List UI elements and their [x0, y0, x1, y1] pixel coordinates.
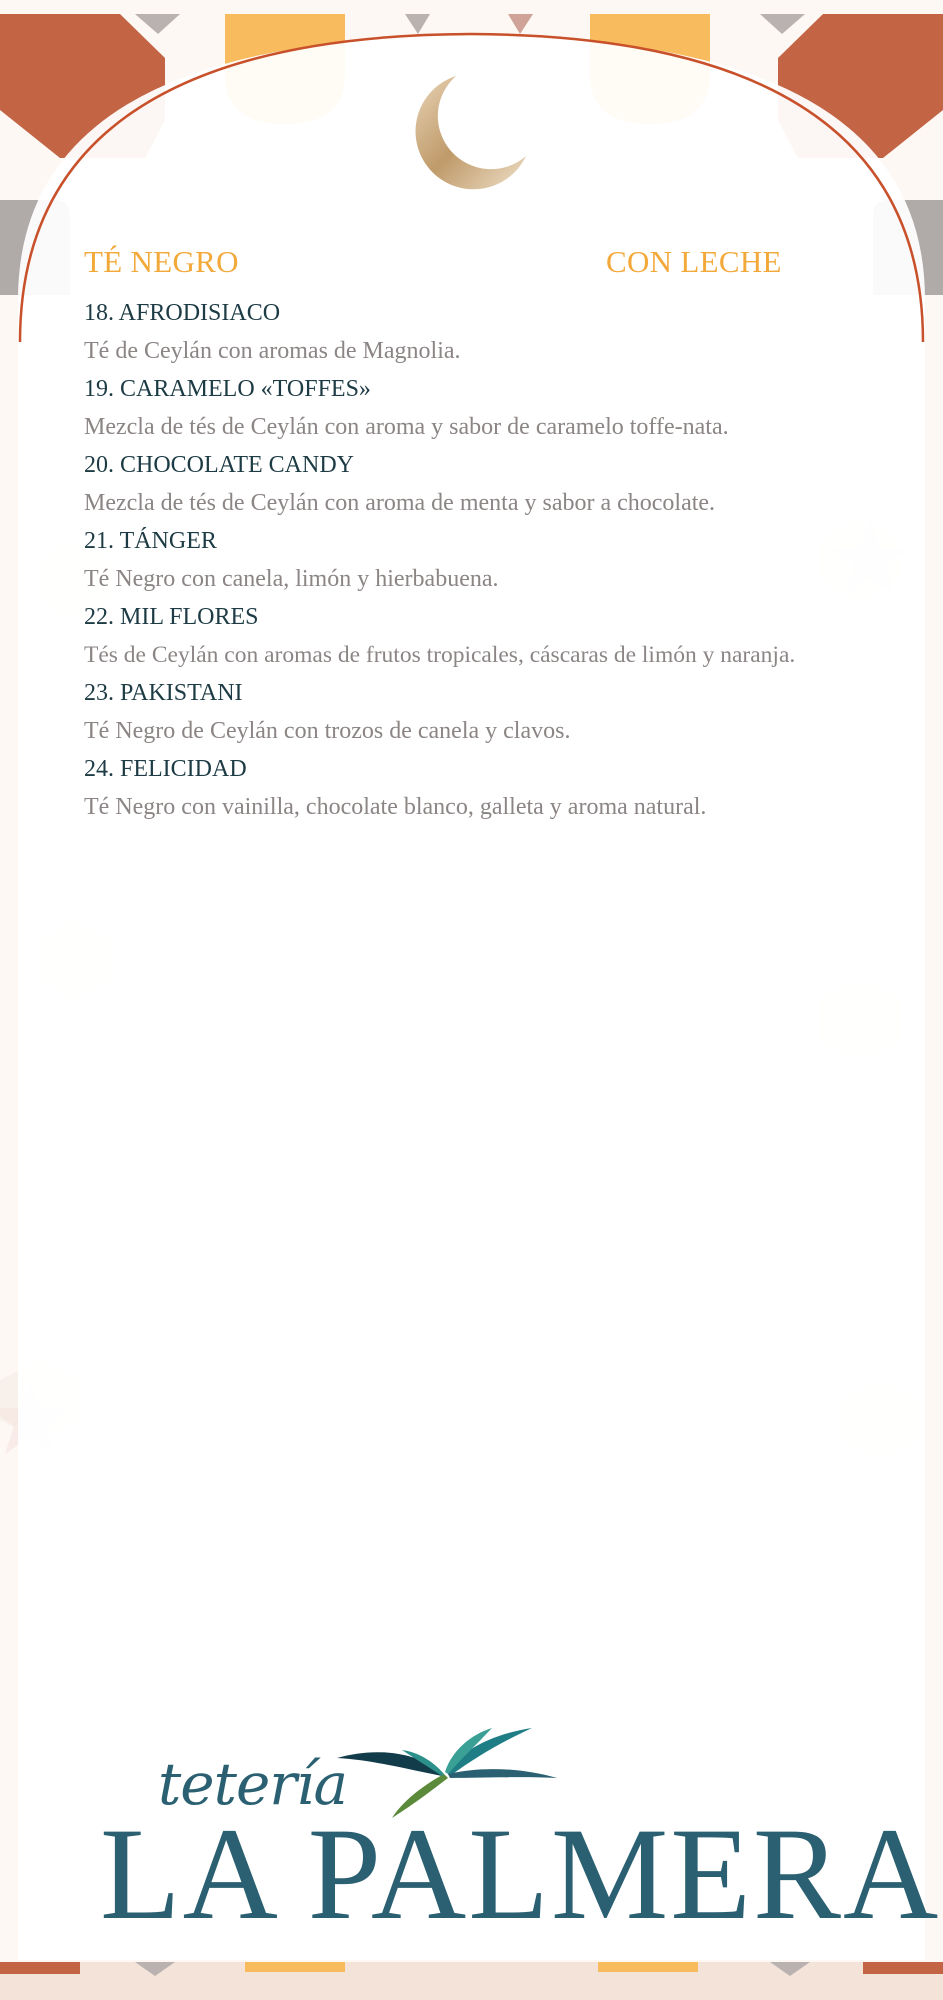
menu-item	[84, 522, 914, 598]
brand-logo	[100, 1720, 941, 1947]
menu-item-name: 20. CHOCOLATE CANDY	[84, 452, 354, 478]
menu-item-name: 23. PAKISTANI	[84, 680, 243, 706]
brand-small-text: tetería	[158, 1750, 348, 1818]
menu-item-description: Mezcla de tés de Ceylán con aroma de menta y sabor a chocolate.	[84, 490, 716, 516]
section-title: TÉ NEGRO	[84, 244, 239, 279]
menu-item-description: Mezcla de tés de Ceylán con aroma y sabor de caramelo toffe-nata.	[84, 414, 729, 440]
bottom-decoration	[0, 1962, 943, 2000]
menu-item	[84, 750, 914, 826]
menu-item-name: 18. AFRODISIACO	[84, 300, 281, 326]
menu-item-name: 24. FELICIDAD	[84, 756, 247, 782]
menu-item-description: Té de Ceylán con aromas de Magnolia.	[84, 338, 461, 364]
menu-item-name: 19. CARAMELO «TOFFES»	[84, 376, 371, 402]
menu-item	[84, 674, 914, 750]
crescent-moon-icon	[404, 68, 532, 196]
menu-item-description: Té Negro con vainilla, chocolate blanco, galleta y aroma natural.	[84, 794, 707, 820]
menu-item-description: Tés de Ceylán con aromas de frutos tropicales, cáscaras de limón y naranja.	[84, 642, 796, 668]
menu-item	[84, 598, 914, 674]
section-headers	[84, 244, 884, 284]
menu-item	[84, 294, 914, 370]
menu-item	[84, 446, 914, 522]
menu-item-name: 21. TÁNGER	[84, 528, 217, 554]
menu-item-list	[84, 294, 914, 826]
menu-item	[84, 370, 914, 446]
section-subtitle: CON LECHE	[606, 244, 782, 279]
menu-item-description: Té Negro de Ceylán con trozos de canela y clavos.	[84, 718, 571, 744]
menu-item-description: Té Negro con canela, limón y hierbabuena.	[84, 566, 499, 592]
menu-item-name: 22. MIL FLORES	[84, 604, 259, 630]
brand-big-text: LA PALMERA	[100, 1800, 941, 1947]
